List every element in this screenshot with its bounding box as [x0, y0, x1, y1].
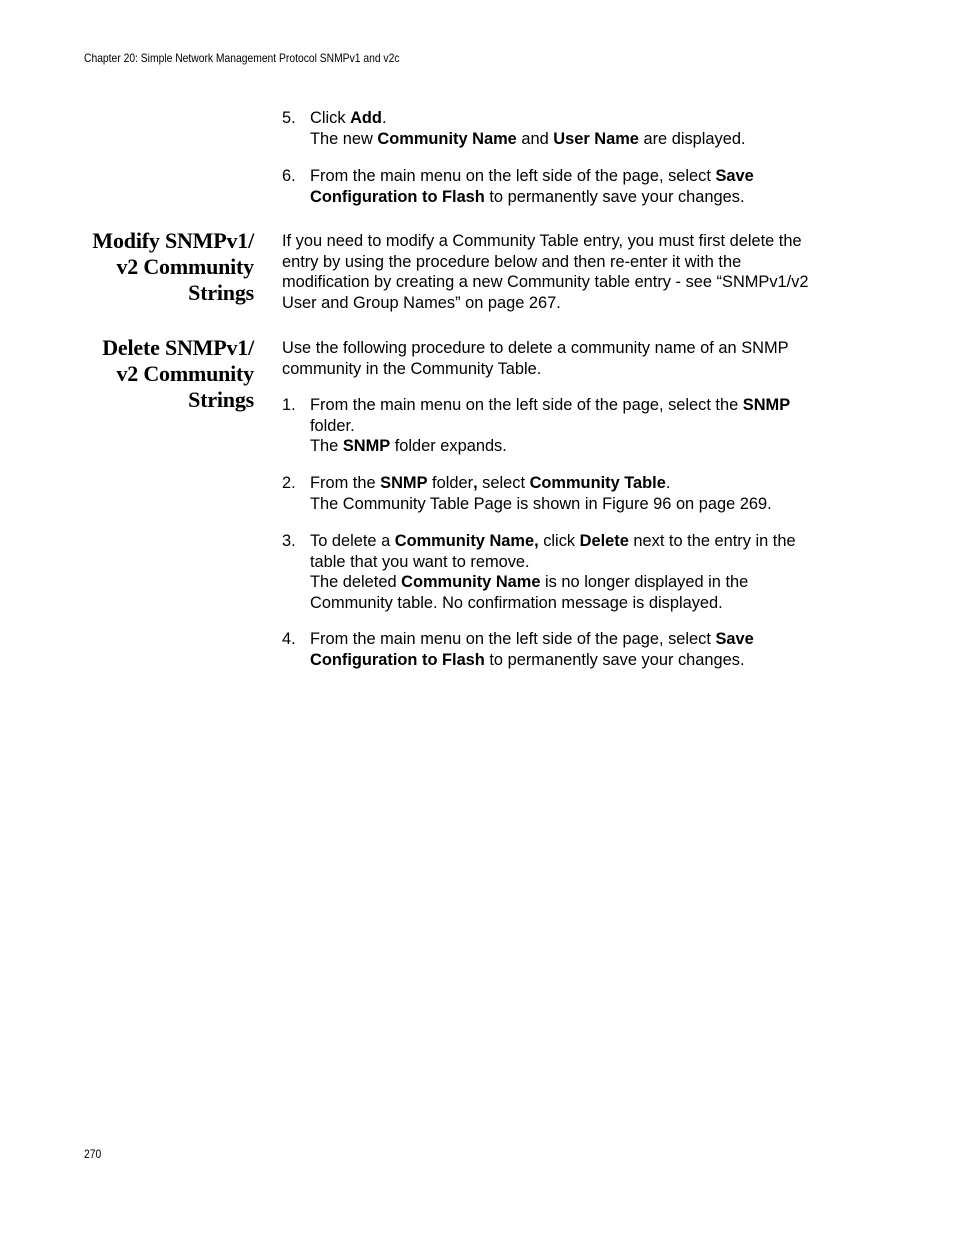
step-number: 5. — [282, 109, 296, 127]
step-line: folder. — [310, 416, 355, 435]
delete-section-intro: Use the following procedure to delete a community name of an SNMP community in the Community Table. — [282, 339, 789, 378]
delete-section-heading: Delete SNMPv1/ v2 Community Strings — [102, 335, 254, 412]
step-line: The deleted Community Name is no longer displayed in the — [310, 573, 749, 591]
step-line: From the main menu on the left side of the page, select the SNMP — [310, 396, 791, 414]
step-line: From the main menu on the left side of the page, select Save — [310, 167, 754, 185]
step-number: 2. — [282, 474, 296, 492]
step-number: 3. — [282, 532, 296, 550]
step-6 — [282, 166, 842, 207]
modify-section-body: If you need to modify a Community Table entry, you must first delete the entry by using the procedure below and then re-enter it with the modification by creating a new Community table entry - see “SNMPv1/v2 User and Group Names” on page 267. — [282, 232, 809, 312]
running-header: Chapter 20: Simple Network Management Protocol SNMPv1 and v2c — [84, 51, 400, 65]
modify-section-heading: Modify SNMPv1/ v2 Community Strings — [92, 228, 254, 305]
step-line: The SNMP folder expands. — [310, 437, 507, 455]
step-line: From the main menu on the left side of the page, select Save — [310, 630, 754, 648]
step-line: Configuration to Flash to permanently save your changes. — [310, 187, 745, 206]
delete-step-4 — [282, 629, 842, 670]
delete-step-3 — [282, 531, 842, 613]
step-number: 4. — [282, 630, 296, 648]
step-line: The new Community Name and User Name are displayed. — [310, 129, 746, 148]
step-line: Configuration to Flash to permanently save your changes. — [310, 650, 745, 669]
step-line: Click Add. — [310, 109, 387, 127]
delete-step-2 — [282, 473, 842, 514]
step-line: From the SNMP folder, select Community Table. — [310, 474, 671, 492]
step-number: 1. — [282, 396, 296, 414]
step-line: To delete a Community Name, click Delete next to the entry in the — [310, 532, 796, 550]
step-line: The Community Table Page is shown in Figure 96 on page 269. — [310, 494, 772, 513]
delete-step-1 — [282, 395, 842, 457]
step-line: Community table. No confirmation message is displayed. — [310, 593, 723, 612]
page-number: 270 — [84, 1147, 102, 1161]
step-5 — [282, 108, 842, 149]
step-line: table that you want to remove. — [310, 552, 530, 571]
step-number: 6. — [282, 167, 296, 185]
